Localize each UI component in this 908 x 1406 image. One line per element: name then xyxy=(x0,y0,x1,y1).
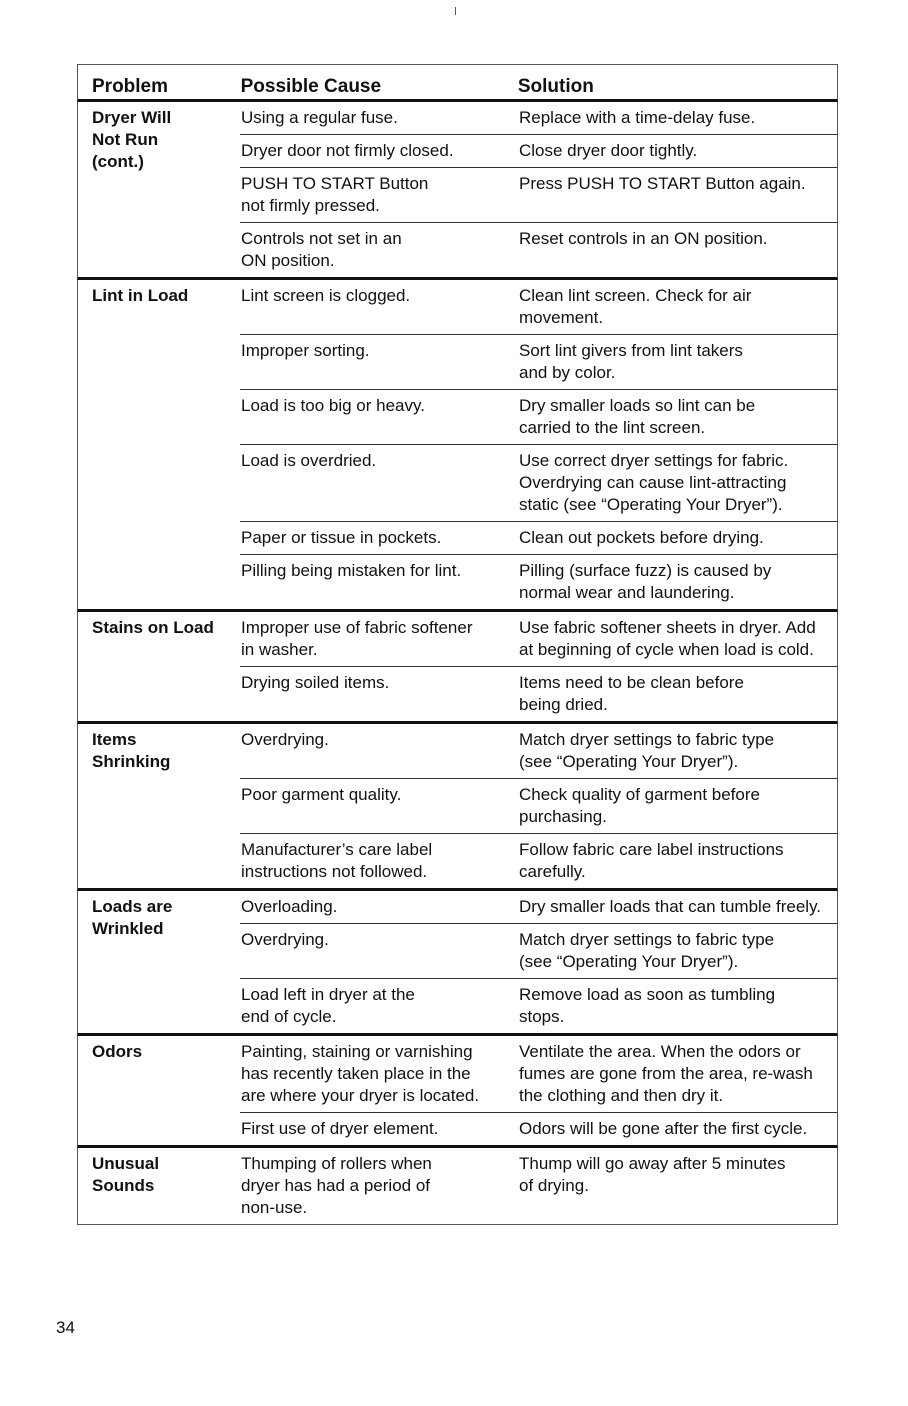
table-row xyxy=(240,280,837,334)
cause-cell: Dryer door not firmly closed. xyxy=(241,141,454,160)
solution-cell: Check quality of garment before purchasing. xyxy=(519,785,760,826)
cause-solution-list xyxy=(240,891,837,1033)
cause-cell: Lint screen is clogged. xyxy=(241,286,411,305)
cause-cell: Overdrying. xyxy=(241,930,329,949)
cause-cell: Pilling being mistaken for lint. xyxy=(241,561,462,580)
table-row xyxy=(240,167,837,222)
table-row xyxy=(240,1112,837,1145)
table-row xyxy=(240,134,837,167)
solution-cell: Clean out pockets before drying. xyxy=(519,528,764,547)
table-row xyxy=(240,923,837,978)
cause-cell: Using a regular fuse. xyxy=(241,108,398,127)
cause-cell: Load is overdried. xyxy=(241,451,377,470)
problem-label: Lint in Load xyxy=(92,286,189,305)
problem-group xyxy=(77,1036,838,1148)
troubleshooting-table xyxy=(77,64,838,1225)
problem-group xyxy=(77,891,838,1036)
cause-cell: Improper sorting. xyxy=(241,341,370,360)
solution-cell: Use fabric softener sheets in dryer. Add at beginning of cycle when load is cold. xyxy=(519,618,816,659)
table-row xyxy=(240,891,837,923)
solution-cell: Sort lint givers from lint takers and by color. xyxy=(519,341,743,382)
table-header xyxy=(77,64,838,102)
table-body xyxy=(77,102,838,1225)
table-row xyxy=(240,1036,837,1112)
solution-cell: Items need to be clean before being dried. xyxy=(519,673,744,714)
cause-cell: Drying soiled items. xyxy=(241,673,390,692)
problem-group xyxy=(77,102,838,280)
cause-cell: Thumping of rollers when dryer has had a period of non-use. xyxy=(241,1154,432,1217)
cause-cell: Overloading. xyxy=(241,897,338,916)
solution-cell: Clean lint screen. Check for air movement. xyxy=(519,286,752,327)
table-row xyxy=(240,978,837,1033)
cause-cell: Painting, staining or varnishing has recently taken place in the are where your dryer is located. xyxy=(241,1042,480,1105)
cause-cell: First use of dryer element. xyxy=(241,1119,439,1138)
solution-cell: Dry smaller loads that can tumble freely. xyxy=(519,897,822,916)
solution-cell: Pilling (surface fuzz) is caused by normal wear and laundering. xyxy=(519,561,772,602)
problem-label: Loads are Wrinkled xyxy=(92,897,173,938)
page-number: 34 xyxy=(56,1318,75,1337)
problem-group xyxy=(77,724,838,891)
problem-label: Odors xyxy=(92,1042,143,1061)
table-row xyxy=(240,1148,837,1224)
header-solution: Solution xyxy=(517,76,594,97)
table-row xyxy=(240,778,837,833)
solution-cell: Close dryer door tightly. xyxy=(519,141,698,160)
table-row xyxy=(240,334,837,389)
problem-group xyxy=(77,612,838,724)
solution-cell: Follow fabric care label instructions carefully. xyxy=(519,840,784,881)
problem-label: Unusual Sounds xyxy=(92,1154,160,1195)
cause-cell: Paper or tissue in pockets. xyxy=(241,528,442,547)
solution-cell: Replace with a time-delay fuse. xyxy=(519,108,756,127)
problem-group xyxy=(77,280,838,612)
table-row xyxy=(240,833,837,888)
header-cause: Possible Cause xyxy=(240,76,382,97)
table-row xyxy=(240,554,837,609)
cause-cell: Overdrying. xyxy=(241,730,329,749)
table-row xyxy=(240,612,837,666)
solution-cell: Thump will go away after 5 minutes of drying. xyxy=(519,1154,786,1195)
solution-cell: Remove load as soon as tumbling stops. xyxy=(519,985,776,1026)
cause-cell: Manufacturer’s care label instructions not followed. xyxy=(241,840,433,881)
solution-cell: Press PUSH TO START Button again. xyxy=(519,174,806,193)
solution-cell: Odors will be gone after the first cycle. xyxy=(519,1119,808,1138)
cause-cell: Load left in dryer at the end of cycle. xyxy=(241,985,415,1026)
cause-solution-list xyxy=(240,1148,837,1224)
cause-cell: Load is too big or heavy. xyxy=(241,396,425,415)
table-row xyxy=(240,724,837,778)
problem-label: Stains on Load xyxy=(92,618,214,637)
cause-cell: Improper use of fabric softener in washer. xyxy=(241,618,473,659)
table-row xyxy=(240,102,837,134)
header-problem: Problem xyxy=(92,76,169,97)
cause-solution-list xyxy=(240,724,837,888)
table-row xyxy=(240,222,837,277)
cause-cell: PUSH TO START Button not firmly pressed. xyxy=(241,174,429,215)
cause-solution-list xyxy=(240,1036,837,1145)
problem-group xyxy=(77,1148,838,1225)
solution-cell: Use correct dryer settings for fabric. Overdrying can cause lint-attracting static (see “Operating Your Dryer”). xyxy=(519,451,789,514)
table-row xyxy=(240,666,837,721)
problem-label: Dryer Will Not Run (cont.) xyxy=(92,108,172,171)
solution-cell: Ventilate the area. When the odors or fumes are gone from the area, re-wash the clothing and then dry it. xyxy=(519,1042,813,1105)
scan-mark xyxy=(455,7,456,15)
cause-cell: Controls not set in an ON position. xyxy=(241,229,402,270)
cause-cell: Poor garment quality. xyxy=(241,785,402,804)
solution-cell: Dry smaller loads so lint can be carried to the lint screen. xyxy=(519,396,756,437)
solution-cell: Reset controls in an ON position. xyxy=(519,229,768,248)
table-row xyxy=(240,521,837,554)
problem-label: Items Shrinking xyxy=(92,730,171,771)
solution-cell: Match dryer settings to fabric type (see “Operating Your Dryer”). xyxy=(519,730,775,771)
table-row xyxy=(240,444,837,521)
cause-solution-list xyxy=(240,280,837,609)
cause-solution-list xyxy=(240,102,837,277)
table-row xyxy=(240,389,837,444)
solution-cell: Match dryer settings to fabric type (see “Operating Your Dryer”). xyxy=(519,930,775,971)
cause-solution-list xyxy=(240,612,837,721)
